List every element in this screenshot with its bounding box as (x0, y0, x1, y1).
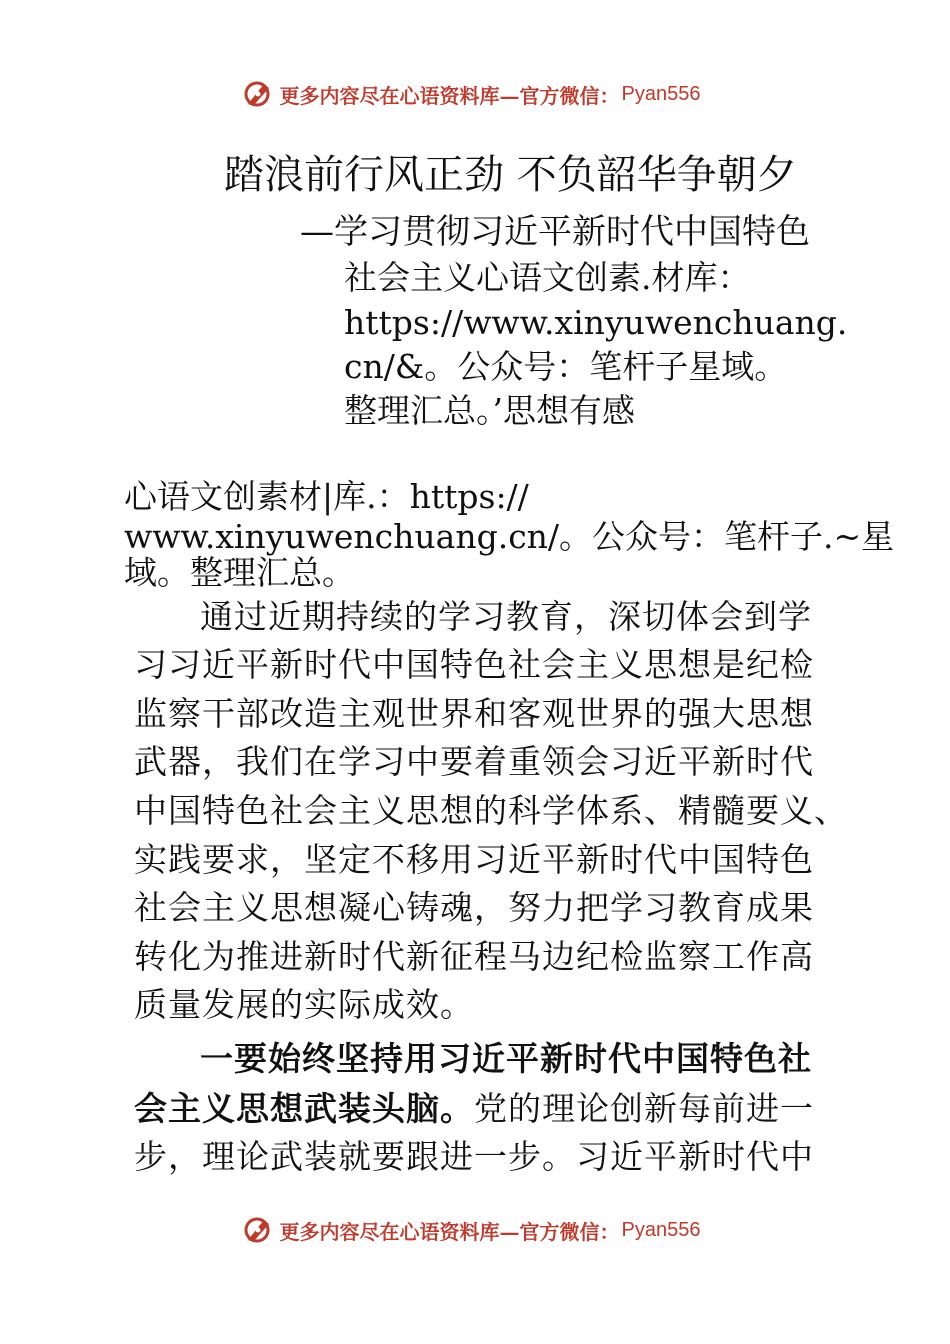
paragraph-line: 中国特色社会主义思想的科学体系、精髓要义、 (134, 791, 848, 830)
pen-nib-logo-icon (242, 1214, 274, 1246)
paragraph-line: 习习近平新时代中国特色社会主义思想是纪检 (134, 645, 814, 684)
footer-banner (0, 1210, 950, 1250)
paragraph-heading-line: 一要始终坚持用习近平新时代中国特色社 (200, 1039, 812, 1078)
source-line: 域。整理汇总。 (124, 553, 355, 592)
paragraph-line: 质量发展的实际成效。 (134, 985, 474, 1024)
subtitle-line: —学习贯彻习近平新时代中国特色 (300, 212, 810, 252)
subtitle-line: cn/&。公众号：笔杆子星域。 (344, 347, 788, 386)
header-banner-wechat-id: Pyan556 (621, 82, 701, 105)
paragraph-body-text: 党的理论创新每前进一 (474, 1089, 814, 1128)
paragraph-line: 步，理论武装就要跟进一步。习近平新时代中 (134, 1137, 814, 1176)
subtitle-line: https://www.xinyuwenchuang. (344, 303, 848, 342)
header-banner (0, 74, 950, 114)
paragraph-line: 转化为推进新时代新征程马边纪检监察工作高 (134, 937, 814, 976)
paragraph-line: 武器，我们在学习中要着重领会习近平新时代 (134, 742, 814, 781)
source-line: 心语文创素材|库.：https:// (124, 477, 529, 516)
subtitle-line: 整理汇总。’思想有感 (344, 391, 635, 430)
paragraph-line-mixed (134, 1085, 814, 1133)
paragraph-line: 实践要求，坚定不移用习近平新时代中国特色 (134, 840, 814, 879)
subtitle-line: 社会主义心语文创素.材库： (344, 258, 751, 297)
header-banner-text: 更多内容尽在心语资料库—官方微信： (279, 83, 620, 108)
footer-banner-wechat-id: Pyan556 (621, 1218, 701, 1241)
pen-nib-logo-icon (242, 78, 274, 110)
document-title: 踏浪前行风正劲 不负韶华争朝夕 (224, 152, 797, 198)
paragraph-line: 通过近期持续的学习教育，深切体会到学 (200, 597, 812, 636)
paragraph-heading-text: 会主义思想武装头脑。 (134, 1089, 474, 1128)
source-line: www.xinyuwenchuang.cn/。公众号：笔杆子.~星 (124, 517, 895, 556)
footer-banner-text: 更多内容尽在心语资料库—官方微信： (279, 1219, 620, 1244)
paragraph-line: 监察干部改造主观世界和客观世界的强大思想 (134, 694, 814, 733)
paragraph-line: 社会主义思想凝心铸魂，努力把学习教育成果 (134, 888, 814, 927)
